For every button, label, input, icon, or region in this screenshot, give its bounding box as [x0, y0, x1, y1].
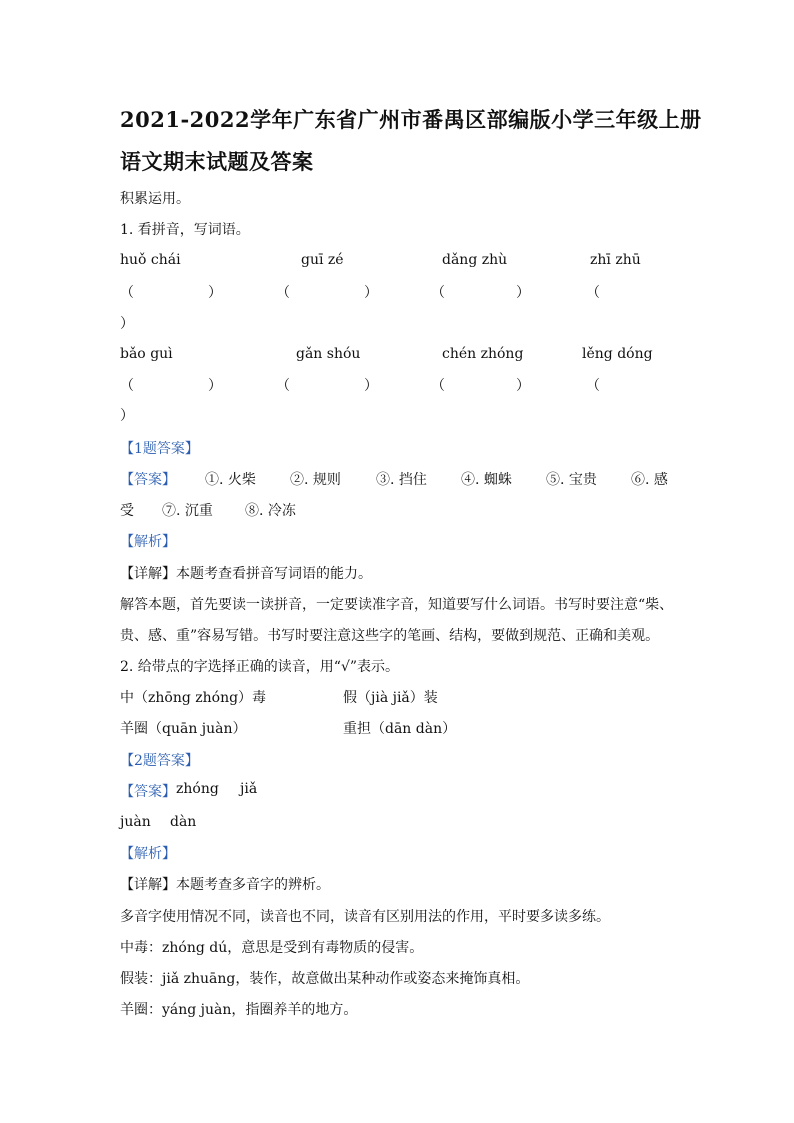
q2-stem: 2. 给带点的字选择正确的读音，用“√”表示。	[120, 659, 400, 675]
document-title-line2: 语文期末试题及答案	[120, 149, 314, 174]
q1-blank-7-open: （	[431, 378, 445, 394]
q1-answer-1: ①. 火柴	[205, 472, 256, 488]
q1-blank-7-close: ）	[516, 378, 530, 394]
q2-analysis-tag: 【解析】	[120, 846, 176, 862]
q2-detail: 【详解】本题考查多音字的辨析。	[120, 877, 330, 893]
q1-blank-6-close: ）	[364, 378, 378, 394]
q1-pinyin-1: huǒ chái	[120, 252, 181, 268]
q1-blank-8-close: ）	[120, 408, 134, 424]
q1-analysis-tag: 【解析】	[120, 534, 176, 550]
q1-blank-2-close: ）	[364, 285, 378, 301]
q2-answer-3: juàn	[120, 814, 151, 830]
q1-answer-6: ⑥. 感	[631, 472, 668, 488]
q1-answer-label: 【答案】	[120, 472, 176, 488]
q2-answer-1: zhóng	[176, 781, 219, 797]
q2-answer-2: jiǎ	[240, 781, 258, 797]
q2-answer-4: dàn	[170, 814, 197, 830]
q1-detail: 【详解】本题考查看拼音写词语的能力。	[120, 566, 372, 582]
q1-explain-1: 解答本题，首先要读一读拼音，一定要读准字音，知道要写什么词语。书写时要注意“柴、	[120, 597, 674, 613]
q1-stem: 1. 看拼音，写词语。	[120, 222, 250, 238]
q1-blank-5-close: ）	[208, 378, 222, 394]
q1-pinyin-7: chén zhóng	[442, 346, 524, 362]
q1-answer-4: ④. 蜘蛛	[461, 472, 512, 488]
q1-blank-2-open: （	[276, 285, 290, 301]
q1-blank-8-open: （	[586, 378, 600, 394]
q1-answer-7: ⑦. 沉重	[162, 503, 213, 519]
q1-blank-6-open: （	[276, 378, 290, 394]
q1-answer-6-cont: 受	[120, 503, 134, 519]
q2-item-1: 中（zhōng zhóng）毒	[120, 690, 267, 706]
q1-answer-8: ⑧. 冷冻	[245, 503, 296, 519]
section-heading: 积累运用。	[120, 191, 190, 207]
document-title-line1: 2021-2022学年广东省广州市番禺区部编版小学三年级上册	[120, 107, 702, 132]
q1-blank-3-close: ）	[516, 285, 530, 301]
q1-blank-1-open: （	[120, 285, 134, 301]
q2-answer-tag: 【2题答案】	[120, 753, 199, 769]
q1-explain-2: 贵、感、重”容易写错。书写时要注意这些字的笔画、结构，要做到规范、正确和美观。	[120, 628, 660, 644]
q2-answer-label: 【答案】	[120, 784, 176, 800]
q1-blank-4-close: ）	[120, 316, 134, 332]
q1-pinyin-2: guī zé	[301, 252, 344, 268]
q1-answer-5: ⑤. 宝贵	[546, 472, 597, 488]
q1-answer-tag: 【1题答案】	[120, 441, 199, 457]
q2-explain-4: 羊圈：yáng juàn，指圈养羊的地方。	[120, 1002, 358, 1018]
q1-pinyin-5: bǎo guì	[120, 346, 173, 362]
q1-pinyin-3: dǎng zhù	[442, 252, 508, 268]
q2-item-2: 假（jià jiǎ）装	[343, 690, 438, 706]
q1-answer-3: ③. 挡住	[376, 472, 427, 488]
q2-item-3: 羊圈（quān juàn）	[120, 721, 247, 737]
q1-pinyin-6: gǎn shóu	[296, 346, 361, 362]
q2-item-4: 重担（dān dàn）	[343, 721, 457, 737]
q2-explain-1: 多音字使用情况不同，读音也不同，读音有区别用法的作用，平时要多读多练。	[120, 909, 610, 925]
q1-answer-2: ②. 规则	[290, 472, 341, 488]
q1-blank-4-open: （	[586, 285, 600, 301]
q1-blank-1-close: ）	[208, 285, 222, 301]
q1-blank-5-open: （	[120, 378, 134, 394]
q1-blank-3-open: （	[431, 285, 445, 301]
q1-pinyin-8: lěng dóng	[582, 346, 653, 362]
q2-explain-2: 中毒：zhóng dú，意思是受到有毒物质的侵害。	[120, 940, 424, 956]
q2-explain-3: 假装：jiǎ zhuāng，装作，故意做出某种动作或姿态来掩饰真相。	[120, 971, 530, 987]
q1-pinyin-4: zhī zhū	[590, 252, 641, 268]
